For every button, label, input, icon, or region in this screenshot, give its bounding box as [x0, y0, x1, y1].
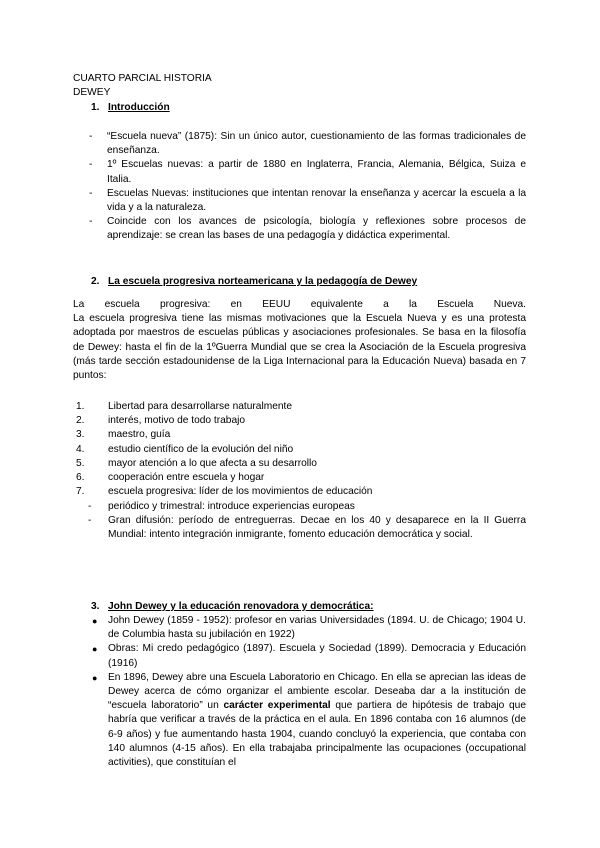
list-item: ● En 1896, Dewey abre una Escuela Laboratorio en Chicago. En ella se aprecian las ideas de Dewey acerca de cómo organizar el ambiente escolar. Deseaba dar a la institución de “escuela laboratorio” un carácter experimental que partiera de hipótesis de trabajo que habría que verificar a través de la práctica en el aula. En 1896 contaba con 16 alumnos (de 6-9 años) y fue aumentando hasta 1904, cuando concluyó la experiencia, que contaba con 140 alumnos (4-15 años). En ella trabajaba principalmente las ocupaciones (occupational activities), que constituían el	[92, 671, 527, 769]
section-3-title: John Dewey y la educación renovadora y democrática:	[108, 601, 374, 612]
section-2-paragraph	[73, 298, 526, 383]
section-3-number: 3.	[91, 601, 100, 612]
paragraph-body: La escuela progresiva tiene las mismas motivaciones que la Escuela Nueva y es una protesta adoptada por maestros de escuelas públicas y asociaciones profesionales. Se basa en la filosofía de Dewey: hasta el fin de la 1ºGuerra Mundial que se crea la Asociación de la Escuela progresiva (más tarde sección estadounidense de la Liga Internacional para la Educación Nueva) basada en 7 puntos:	[73, 313, 526, 382]
list-item: 5. mayor atención a lo que afecta a su desarrollo	[76, 457, 317, 469]
list-item: - 1º Escuelas nuevas: a partir de 1880 en Inglaterra, Francia, Alemania, Bélgica, Suiza e Italia.	[89, 159, 526, 185]
list-item: 7. escuela progresiva: líder de los movimientos de educación	[76, 486, 373, 498]
dash-marker: -	[89, 187, 93, 199]
list-item: - Gran difusión: período de entreguerras. Decae en los 40 y desaparece en la II Guerra Mundial: intento integración inmigrante, fomento educación democrática y social.	[88, 515, 526, 541]
bullet-dot-icon: ●	[92, 616, 98, 626]
dash-marker: -	[89, 131, 93, 142]
dash-marker: -	[89, 159, 93, 171]
section-2-title: La escuela progresiva norteamericana y la pedagogía de Dewey	[108, 276, 418, 287]
dash-marker: -	[88, 501, 92, 512]
list-item: 3. maestro, guía	[76, 429, 171, 441]
section-1-number: 1.	[91, 102, 100, 113]
list-item: 2. interés, motivo de todo trabajo	[76, 415, 246, 427]
list-item: ● Obras: Mi credo pedagógico (1897). Escuela y Sociedad (1899). Democracia y Educación (1916)	[92, 643, 526, 669]
section-3-heading	[91, 600, 374, 614]
bullet-dot-icon: ●	[92, 644, 98, 655]
list-item: 6. cooperación entre escuela y hogar	[76, 472, 265, 484]
section-1-bullets	[89, 130, 526, 244]
document-subtitle: DEWEY	[73, 87, 111, 98]
bullet-dot-icon: ●	[92, 672, 98, 683]
dash-marker: -	[88, 515, 92, 527]
section-1-title: Introducción	[108, 102, 170, 113]
document-title: CUARTO PARCIAL HISTORIA	[73, 73, 212, 84]
bold-phrase: carácter experimental	[223, 700, 331, 712]
list-item: - “Escuela nueva” (1875): Sin un único autor, cuestionamiento de las formas tradicionales de enseñanza.	[89, 131, 526, 157]
seven-points-list	[73, 400, 526, 499]
list-item: - Coincide con los avances de psicología, biología y reflexiones sobre procesos de aprendizaje: se crean las bases de una pedagogía y didáctica experimental.	[89, 216, 526, 242]
list-item: 4. estudio científico de la evolución del niño	[76, 443, 294, 455]
paragraph-line: La escuela progresiva: en EEUU equivalente a la Escuela Nueva.	[73, 299, 526, 310]
list-item: ● John Dewey (1859 - 1952): profesor en varias Universidades (1894. U. de Chicago; 1904 U. de Columbia hasta su jubilación en 1922)	[92, 615, 526, 641]
section-1-heading	[91, 101, 170, 115]
section-2-extra-bullets	[73, 500, 526, 543]
list-item: - Escuelas Nuevas: instituciones que intentan renovar la enseñanza y acercar la escuela a la vida y a la naturaleza.	[89, 187, 526, 214]
section-2-number: 2.	[91, 276, 100, 287]
list-item: 1. Libertad para desarrollarse naturalmente	[76, 401, 293, 412]
list-item: - periódico y trimestral: introduce experiencias europeas	[73, 500, 526, 514]
section-2-heading	[91, 275, 417, 289]
dash-marker: -	[89, 216, 93, 228]
section-3-bullets	[89, 614, 526, 770]
